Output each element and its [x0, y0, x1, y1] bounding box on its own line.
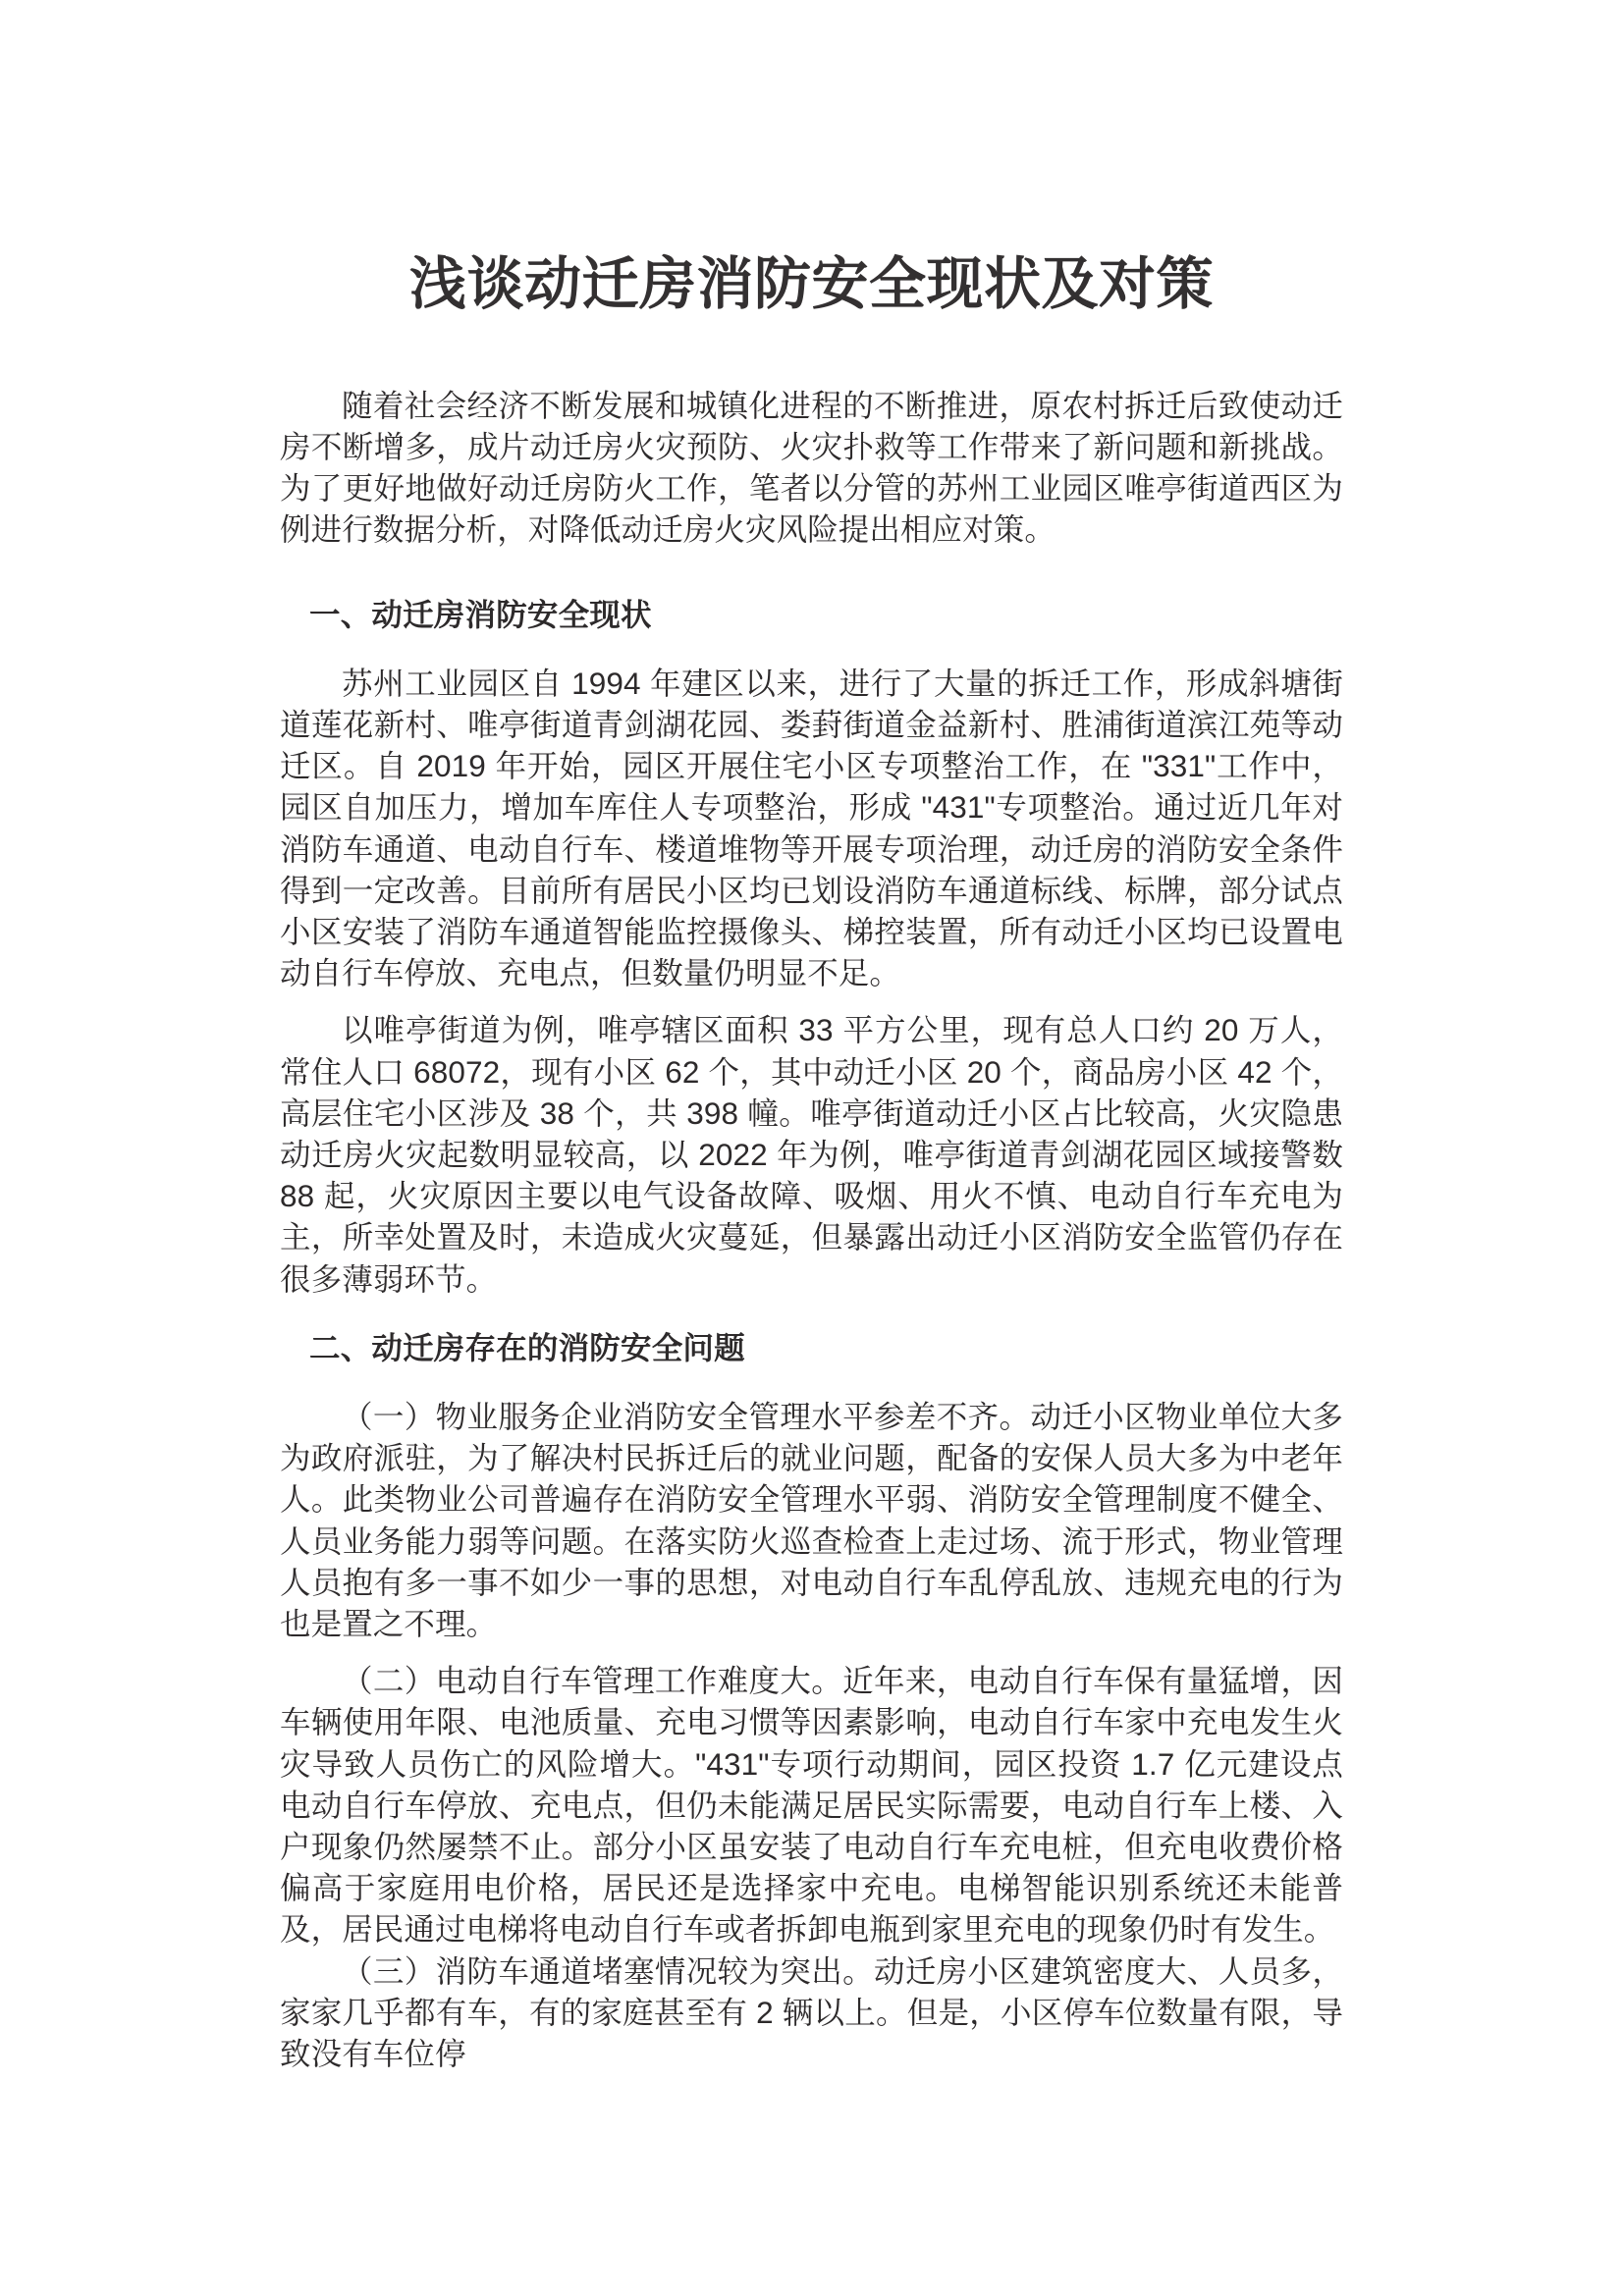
section-2-paragraph-2: （二）电动自行车管理工作难度大。近年来，电动自行车保有量猛增，因车辆使用年限、电池质量、充电习惯等因素影响，电动自行车家中充电发生火灾导致人员伤亡的风险增大。"431"专项行动期间，园区投资 1.7 亿元建设点电动自行车停放、充电点，但仍未能满足居民实际需要，电动自行车上楼、入户现象仍然屡禁不止。部分小区虽安装了电动自行车充电桩，但充电收费价格偏高于家庭用电价格，居民还是选择家中充电。电梯智能识别系统还未能普及，居民通过电梯将电动自行车或者拆卸电瓶到家里充电的现象仍时有发生。 — [280, 1663, 1343, 1948]
spacer — [280, 551, 1343, 594]
spacer — [280, 1644, 1343, 1660]
section-1-paragraph-1: 苏州工业园区自 1994 年建区以来，进行了大量的拆迁工作，形成斜塘街道莲花新村、唯亭街道青剑湖花园、娄葑街道金益新村、胜浦街道滨江苑等动迁区。自 2019 年开始，园区开展住宅小区专项整治工作，在 "331"工作中，园区自加压力，增加车库住人专项整治，形成 "431"专项整治。通过近几年对消防车通道、电动自行车、楼道堆物等开展专项治理，动迁房的消防安全条件得到一定改善。目前所有居民小区均已划设消防车通道标线、标牌，部分试点小区安装了消防车通道智能监控摄像头、梯控装置，所有动迁小区均已设置电动自行车停放、充电点，但数量仍明显不足。 — [280, 665, 1343, 991]
section-2-paragraph-1: （一）物业服务企业消防安全管理水平参差不齐。动迁小区物业单位大多为政府派驻，为了解决村民拆迁后的就业问题，配备的安保人员大多为中老年人。此类物业公司普遍存在消防安全管理水平弱、消防安全管理制度不健全、人员业务能力弱等问题。在落实防火巡查检查上走过场、流于形式，物业管理人员抱有多一事不如少一事的思想，对电动自行车乱停乱放、违规充电的行为也是置之不理。 — [280, 1399, 1343, 1642]
spacer — [280, 993, 1343, 1009]
spacer — [280, 635, 1343, 663]
abstract-paragraph: 随着社会经济不断发展和城镇化进程的不断推进，原农村拆迁后致使动迁房不断增多，成片动迁房火灾预防、火灾扑救等工作带来了新问题和新挑战。为了更好地做好动迁房防火工作，笔者以分管的苏州工业园区唯亭街道西区为例进行数据分析，对降低动迁房火灾风险提出相应对策。 — [280, 387, 1343, 548]
section-heading-1: 一、动迁房消防安全现状 — [309, 596, 652, 632]
spacer — [280, 1300, 1343, 1327]
section-heading-2: 二、动迁房存在的消防安全问题 — [309, 1329, 745, 1365]
page-title: 浅谈动迁房消防安全现状及对策 — [408, 252, 1214, 316]
document-content — [280, 250, 1343, 2074]
section-2-paragraph-3: （三）消防车通道堵塞情况较为突出。动迁房小区建筑密度大、人员多，家家几乎都有车，有的家庭甚至有 2 辆以上。但是，小区停车位数量有限，导致没有车位停 — [280, 1952, 1343, 2072]
section-1-paragraph-2: 以唯亭街道为例，唯亭辖区面积 33 平方公里，现有总人口约 20 万人，常住人口 68072，现有小区 62 个，其中动迁小区 20 个，商品房小区 42 个，高层住宅小区涉及 38 个，共 398 幢。唯亭街道动迁小区占比较高，火灾隐患动迁房火灾起数明显较高，以 2022 年为例，唯亭街道青剑湖花园区域接警数 88 起，火灾原因主要以电气设备故障、吸烟、用火不慎、电动自行车充电为主，所幸处置及时，未造成火灾蔓延，但暴露出动迁小区消防安全监管仍存在很多薄弱环节。 — [280, 1012, 1343, 1297]
spacer — [280, 1368, 1343, 1396]
